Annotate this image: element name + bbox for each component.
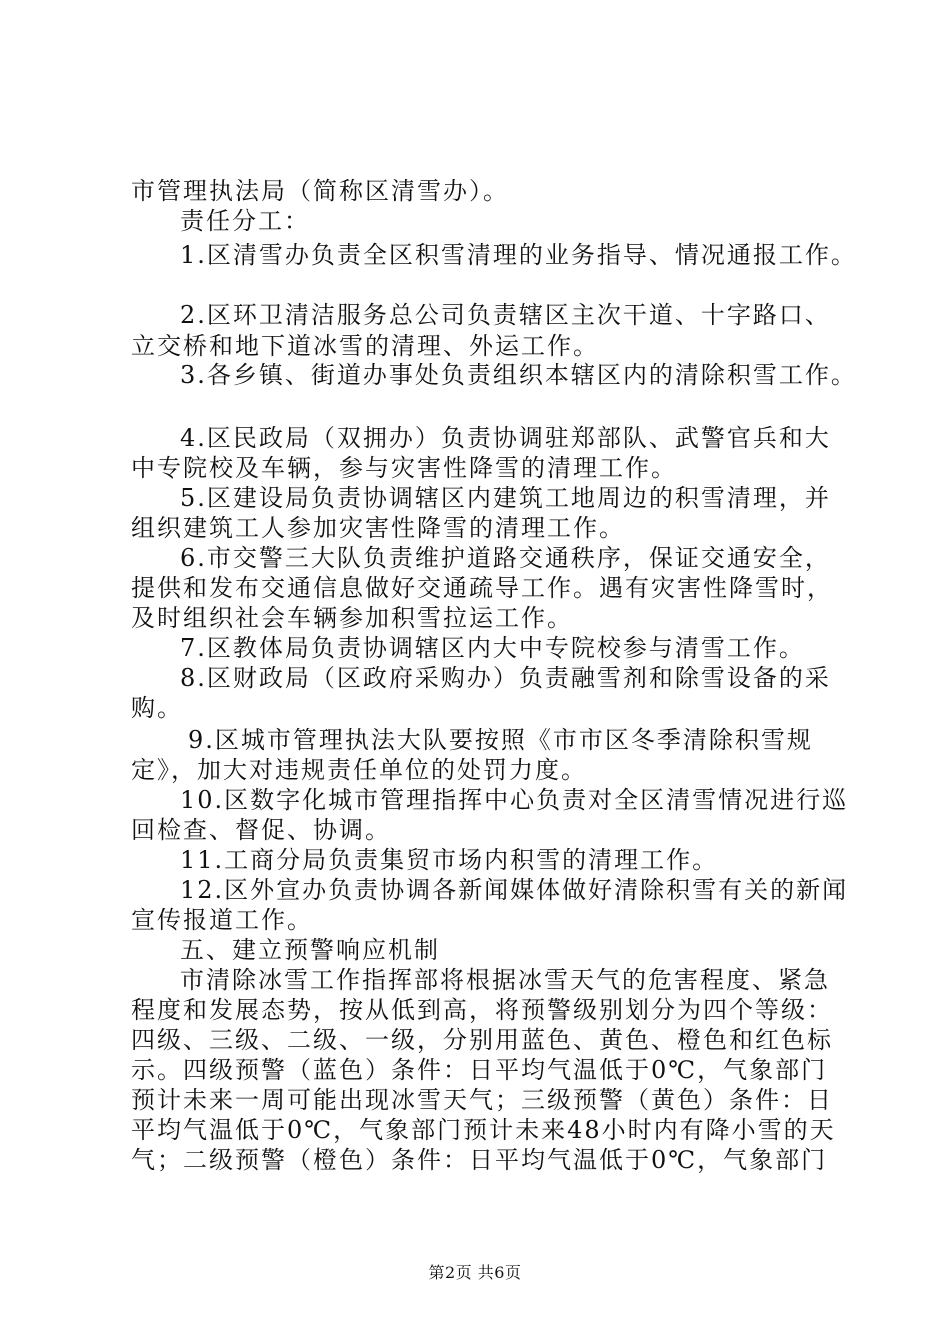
text-line: 预计未来一周可能出现冰雪天气；三级预警（黄色）条件：日 <box>131 1086 833 1114</box>
text-line: 平均气温低于0℃，气象部门预计未来48小时内有降小雪的天 <box>131 1116 836 1144</box>
text-line: 责任分工： <box>180 207 310 235</box>
text-line: 四级、三级、二级、一级，分别用蓝色、黄色、橙色和红色标 <box>131 1026 833 1054</box>
text-line: 7.区教体局负责协调辖区内大中专院校参与清雪工作。 <box>180 634 805 662</box>
text-line: 3.各乡镇、街道办事处负责组织本辖区内的清除积雪工作。 <box>180 361 857 389</box>
text-line: 8.区财政局（区政府采购办）负责融雪剂和除雪设备的采 <box>180 664 831 692</box>
text-line: 购。 <box>131 694 183 722</box>
text-line: 11.工商分局负责集贸市场内积雪的清理工作。 <box>180 846 719 874</box>
text-line: 中专院校及车辆，参与灾害性降雪的清理工作。 <box>131 454 677 482</box>
text-line: 12.区外宣办负责协调各新闻媒体做好清除积雪有关的新闻 <box>180 876 849 904</box>
text-line: 9.区城市管理执法大队要按照《市市区冬季清除积雪规 <box>188 726 813 754</box>
text-line: 2.区环卫清洁服务总公司负责辖区主次干道、十字路口、 <box>180 301 831 329</box>
text-line: 气；二级预警（橙色）条件：日平均气温低于0℃，气象部门 <box>131 1146 828 1174</box>
text-line: 定》，加大对违规责任单位的处罚力度。 <box>131 756 587 784</box>
text-line: 示。四级预警（蓝色）条件：日平均气温低于0℃，气象部门 <box>131 1056 828 1084</box>
text-line: 5.区建设局负责协调辖区内建筑工地周边的积雪清理，并 <box>180 484 831 512</box>
text-line: 立交桥和地下道冰雪的清理、外运工作。 <box>131 332 599 360</box>
page-number-footer: 第2页 共6页 <box>428 1263 522 1282</box>
text-line: 及时组织社会车辆参加积雪拉运工作。 <box>131 604 573 632</box>
text-line: 10.区数字化城市管理指挥中心负责对全区清雪情况进行巡 <box>180 786 849 814</box>
text-line: 1.区清雪办负责全区积雪清理的业务指导、情况通报工作。 <box>180 241 857 269</box>
text-line: 6.市交警三大队负责维护道路交通秩序，保证交通安全， <box>180 544 831 572</box>
text-line: 宣传报道工作。 <box>131 906 313 934</box>
text-line: 市清除冰雪工作指挥部将根据冰雪天气的危害程度、紧急 <box>180 966 830 994</box>
text-line: 提供和发布交通信息做好交通疏导工作。遇有灾害性降雪时， <box>131 574 833 602</box>
text-line: 程度和发展态势，按从低到高，将预警级别划分为四个等级： <box>131 996 833 1024</box>
text-line: 回检查、督促、协调。 <box>131 816 391 844</box>
text-line: 4.区民政局（双拥办）负责协调驻郑部队、武警官兵和大 <box>180 424 831 452</box>
text-line: 市管理执法局（简称区清雪办）。 <box>131 177 509 205</box>
text-line: 组织建筑工人参加灾害性降雪的清理工作。 <box>131 514 625 542</box>
section-heading: 五、建立预警响应机制 <box>180 936 440 964</box>
